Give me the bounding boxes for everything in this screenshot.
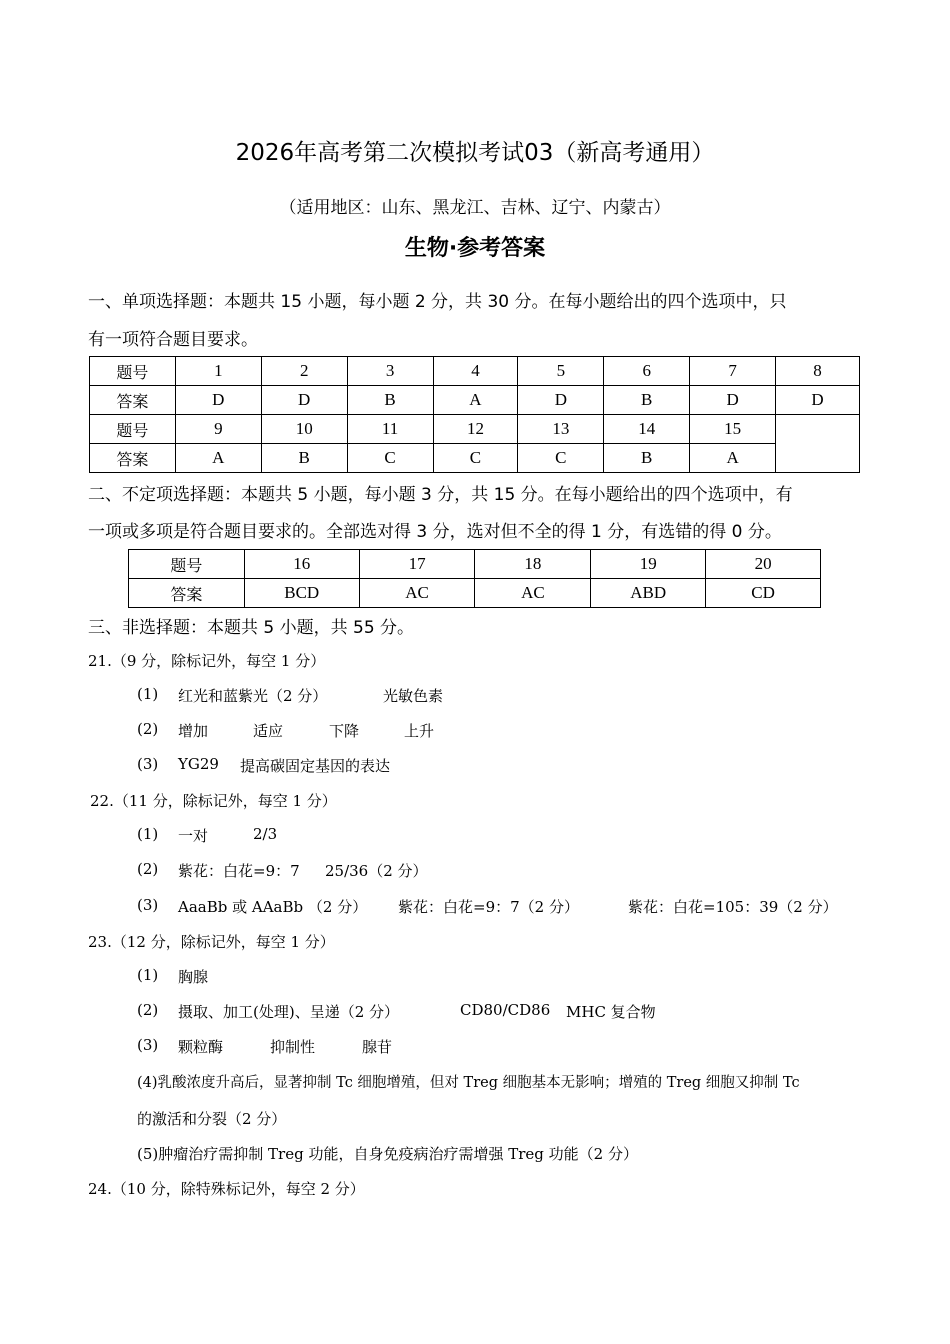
question-number: 1	[175, 357, 261, 386]
section2-heading-line1: 二、不定项选择题：本题共 5 小题，每小题 3 分，共 15 分。在每小题给出的四个选项中，有	[88, 485, 793, 505]
q23-part2-answer-b: CD80/CD86	[460, 1001, 551, 1019]
answer-cell: AC	[475, 579, 591, 608]
q21-header: 21.（9 分，除标记外，每空 1 分）	[88, 652, 326, 670]
question-number: 7	[690, 357, 776, 386]
q21-part2-answer-b: 适应	[253, 722, 284, 740]
q23-part4-line2: 的激活和分裂（2 分）	[137, 1110, 287, 1128]
table-row	[129, 550, 821, 579]
answer-label: 答案	[90, 444, 176, 473]
q22-part2-answer-b: 25/36（2 分）	[325, 862, 428, 880]
q21-part2-number: (2)	[137, 720, 159, 738]
q22-part3-answer-a: AaaBb 或 AAaBb （2 分）	[178, 898, 368, 916]
answer-label: 答案	[90, 386, 176, 415]
q22-part3-answer-c: 紫花：白花=105：39（2 分）	[628, 898, 838, 916]
question-number: 2	[261, 357, 347, 386]
answer-cell: ABD	[591, 579, 706, 608]
answer-cell: C	[347, 444, 433, 473]
section1-answer-table	[89, 356, 860, 473]
header-label: 题号	[90, 357, 176, 386]
q23-part2-answer-a: 摄取、加工(处理)、呈递（2 分）	[178, 1003, 400, 1021]
question-number: 20	[706, 550, 821, 579]
q21-part1-number: (1)	[137, 685, 159, 703]
q23-part3-answer-b: 抑制性	[270, 1038, 316, 1056]
table-row	[90, 357, 860, 386]
q23-part3-answer-c: 腺苷	[362, 1038, 393, 1056]
answer-cell: A	[433, 386, 518, 415]
answer-cell: B	[604, 386, 690, 415]
question-number: 6	[604, 357, 690, 386]
q22-part1-number: (1)	[137, 825, 159, 843]
question-number: 9	[175, 415, 261, 444]
question-number: 18	[475, 550, 591, 579]
answer-cell: C	[433, 444, 518, 473]
q24-header: 24.（10 分，除特殊标记外，每空 2 分）	[88, 1180, 365, 1198]
q21-part3-number: (3)	[137, 755, 159, 773]
page-title: 2026年高考第二次模拟考试03（新高考通用）	[235, 140, 715, 166]
answer-cell: A	[690, 444, 776, 473]
header-label: 题号	[129, 550, 245, 579]
q21-part2-answer-d: 上升	[404, 722, 435, 740]
answer-cell: D	[518, 386, 604, 415]
table-row	[90, 386, 860, 415]
q21-part2-answer-c: 下降	[329, 722, 360, 740]
answer-cell: C	[518, 444, 604, 473]
q22-part1-answer-b: 2/3	[253, 825, 278, 843]
question-number: 3	[347, 357, 433, 386]
answer-cell: B	[604, 444, 690, 473]
question-number: 5	[518, 357, 604, 386]
q23-part2-answer-c: MHC 复合物	[566, 1003, 656, 1021]
answer-label: 答案	[129, 579, 245, 608]
question-number: 11	[347, 415, 433, 444]
answer-cell: B	[261, 444, 347, 473]
q23-header: 23.（12 分，除标记外，每空 1 分）	[88, 933, 335, 951]
empty-cell	[776, 415, 860, 473]
q22-part3-number: (3)	[137, 896, 159, 914]
answer-cell: D	[175, 386, 261, 415]
answer-cell: D	[690, 386, 776, 415]
section3-heading: 三、非选择题：本题共 5 小题，共 55 分。	[88, 618, 415, 638]
q21-part1-answer-b: 光敏色素	[383, 687, 444, 705]
q22-header: 22.（11 分，除标记外，每空 1 分）	[90, 792, 337, 810]
answer-cell: AC	[359, 579, 475, 608]
question-number: 15	[690, 415, 776, 444]
question-number: 19	[591, 550, 706, 579]
question-number: 4	[433, 357, 518, 386]
table-row	[90, 415, 860, 444]
q22-part2-answer-a: 紫花：白花=9：7	[178, 862, 300, 880]
section1-heading-line2: 有一项符合题目要求。	[88, 330, 258, 350]
q21-part2-answer-a: 增加	[178, 722, 209, 740]
section2-answer-table	[128, 549, 821, 608]
header-label: 题号	[90, 415, 176, 444]
q21-part3-answer-a: YG29	[178, 755, 219, 773]
q23-part1-number: (1)	[137, 966, 159, 984]
question-number: 17	[359, 550, 475, 579]
question-number: 10	[261, 415, 347, 444]
q22-part2-number: (2)	[137, 860, 159, 878]
answer-cell: D	[776, 386, 860, 415]
q23-part2-number: (2)	[137, 1001, 159, 1019]
question-number: 14	[604, 415, 690, 444]
q23-part3-answer-a: 颗粒酶	[178, 1038, 224, 1056]
section2-heading-line2: 一项或多项是符合题目要求的。全部选对得 3 分，选对但不全的得 1 分，有选错的得 0 分。	[88, 522, 782, 542]
applicable-regions: （适用地区：山东、黑龙江、吉林、辽宁、内蒙古）	[279, 198, 671, 218]
question-number: 12	[433, 415, 518, 444]
q22-part1-answer-a: 一对	[178, 827, 209, 845]
table-row	[90, 444, 860, 473]
answer-cell: A	[175, 444, 261, 473]
question-number: 8	[776, 357, 860, 386]
answer-cell: CD	[706, 579, 821, 608]
answer-cell: B	[347, 386, 433, 415]
question-number: 13	[518, 415, 604, 444]
question-number: 16	[244, 550, 359, 579]
subtitle: 生物·参考答案	[404, 236, 546, 261]
answer-cell: BCD	[244, 579, 359, 608]
section1-heading-line1: 一、单项选择题：本题共 15 小题，每小题 2 分，共 30 分。在每小题给出的四个选项中，只	[88, 292, 787, 312]
q21-part1-answer-a: 红光和蓝紫光（2 分）	[178, 687, 328, 705]
table-row	[129, 579, 821, 608]
q23-part1-answer-a: 胸腺	[178, 968, 209, 986]
q21-part3-answer-b: 提高碳固定基因的表达	[240, 757, 391, 775]
q22-part3-answer-b: 紫花：白花=9：7（2 分）	[398, 898, 579, 916]
q23-part3-number: (3)	[137, 1036, 159, 1054]
q23-part4-line1: (4)乳酸浓度升高后，显著抑制 Tc 细胞增殖，但对 Treg 细胞基本无影响；增殖的 Treg 细胞又抑制 Tc	[137, 1075, 800, 1091]
answer-cell: D	[261, 386, 347, 415]
q23-part5: (5)肿瘤治疗需抑制 Treg 功能，自身免疫病治疗需增强 Treg 功能（2 分）	[137, 1145, 638, 1163]
